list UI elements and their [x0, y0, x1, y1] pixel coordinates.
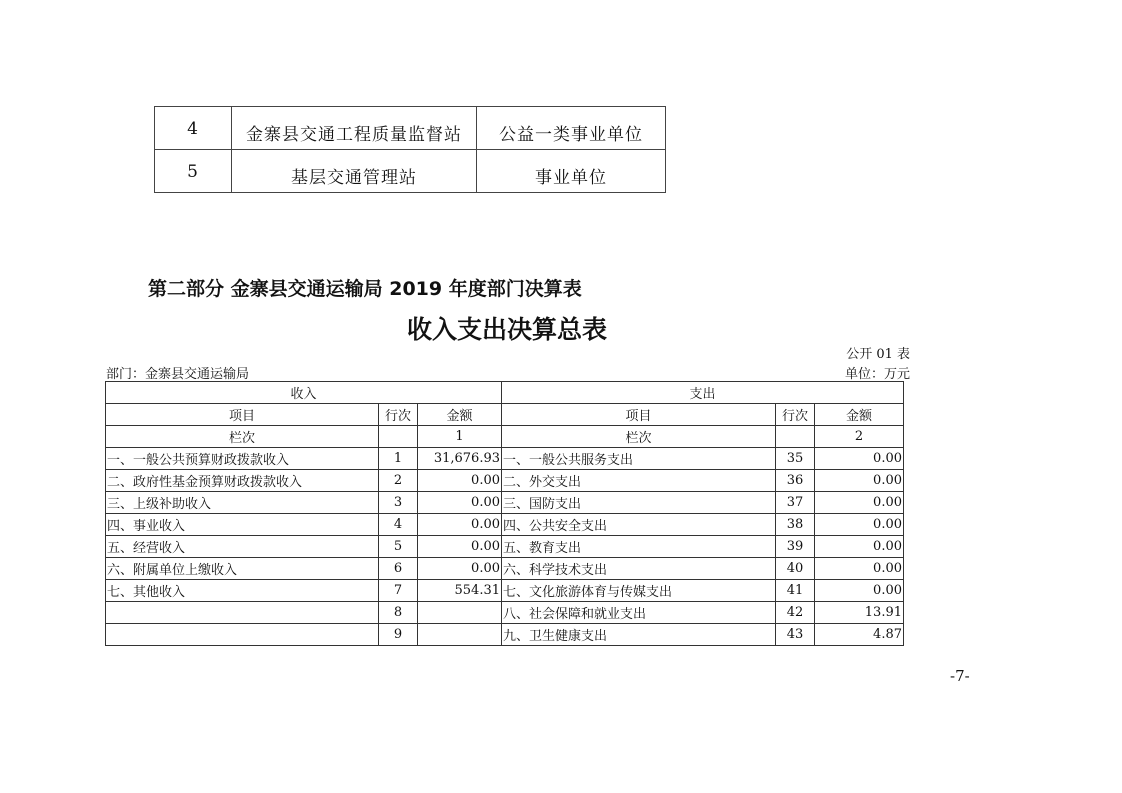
unit-no: 4 [155, 107, 232, 150]
table-header-row [106, 426, 904, 448]
section-title: 第二部分 金寨县交通运输局 2019 年度部门决算表 [148, 278, 582, 300]
unit-name: 金寨县交通工程质量监督站 [232, 107, 477, 150]
expense-amount: 0.00 [815, 580, 904, 602]
income-line: 1 [379, 448, 418, 470]
table-row [106, 580, 904, 602]
income-amount [418, 624, 502, 646]
income-line: 4 [379, 514, 418, 536]
table-row [106, 536, 904, 558]
income-item: 五、经营收入 [106, 536, 379, 558]
income-amount: 0.00 [418, 492, 502, 514]
expense-amount: 0.00 [815, 492, 904, 514]
expense-amount: 0.00 [815, 448, 904, 470]
income-item [106, 602, 379, 624]
table-row [106, 470, 904, 492]
table-row [106, 448, 904, 470]
expense-item: 一、一般公共服务支出 [502, 448, 776, 470]
table-row [106, 558, 904, 580]
income-item: 四、事业收入 [106, 514, 379, 536]
page-title: 收入支出决算总表 [406, 315, 607, 344]
unit-table [154, 106, 666, 193]
table-row [106, 624, 904, 646]
unit-no: 5 [155, 150, 232, 193]
department-label: 部门：金寨县交通运输局 [106, 367, 250, 382]
income-item [106, 624, 379, 646]
income-line: 5 [379, 536, 418, 558]
expense-line: 36 [776, 470, 815, 492]
table-row [155, 107, 666, 150]
expense-amount: 0.00 [815, 470, 904, 492]
table-header-row [106, 404, 904, 426]
income-line: 9 [379, 624, 418, 646]
expense-line: 37 [776, 492, 815, 514]
income-line: 2 [379, 470, 418, 492]
expense-line: 35 [776, 448, 815, 470]
income-amount: 0.00 [418, 470, 502, 492]
expense-item: 六、科学技术支出 [502, 558, 776, 580]
expense-item: 三、国防支出 [502, 492, 776, 514]
page-number: -7- [950, 667, 970, 685]
table-row [155, 150, 666, 193]
income-item: 二、政府性基金预算财政拨款收入 [106, 470, 379, 492]
table-header-row [106, 382, 904, 404]
expense-amount: 0.00 [815, 536, 904, 558]
expense-line: 42 [776, 602, 815, 624]
expense-amount: 4.87 [815, 624, 904, 646]
expense-line: 39 [776, 536, 815, 558]
income-amount: 0.00 [418, 536, 502, 558]
table-row [106, 514, 904, 536]
expense-line: 38 [776, 514, 815, 536]
expense-line: 40 [776, 558, 815, 580]
expense-amount: 13.91 [815, 602, 904, 624]
income-line-header: 行次 [379, 404, 418, 426]
income-header: 收入 [106, 382, 502, 404]
empty-cell [379, 426, 418, 448]
income-amount: 0.00 [418, 558, 502, 580]
expense-item: 八、社会保障和就业支出 [502, 602, 776, 624]
expense-amount-header: 金额 [815, 404, 904, 426]
expense-item: 七、文化旅游体育与传媒支出 [502, 580, 776, 602]
form-code: 公开 01 表 [846, 347, 910, 362]
table-row [106, 602, 904, 624]
unit-name: 基层交通管理站 [232, 150, 477, 193]
budget-table [105, 381, 904, 646]
income-column-number: 1 [418, 426, 502, 448]
expense-item: 四、公共安全支出 [502, 514, 776, 536]
income-line: 3 [379, 492, 418, 514]
expense-column-number: 2 [815, 426, 904, 448]
income-column-label: 栏次 [106, 426, 379, 448]
expense-item-header: 项目 [502, 404, 776, 426]
unit-type: 公益一类事业单位 [477, 107, 666, 150]
unit-type: 事业单位 [477, 150, 666, 193]
expense-line-header: 行次 [776, 404, 815, 426]
income-item: 七、其他收入 [106, 580, 379, 602]
expense-item: 九、卫生健康支出 [502, 624, 776, 646]
income-amount: 31,676.93 [418, 448, 502, 470]
expense-line: 41 [776, 580, 815, 602]
income-item: 六、附属单位上缴收入 [106, 558, 379, 580]
income-amount-header: 金额 [418, 404, 502, 426]
income-line: 7 [379, 580, 418, 602]
expense-header: 支出 [502, 382, 904, 404]
expense-amount: 0.00 [815, 558, 904, 580]
expense-column-label: 栏次 [502, 426, 776, 448]
unit-label: 单位：万元 [844, 367, 910, 382]
expense-amount: 0.00 [815, 514, 904, 536]
income-amount [418, 602, 502, 624]
expense-line: 43 [776, 624, 815, 646]
table-row [106, 492, 904, 514]
income-line: 8 [379, 602, 418, 624]
income-item: 三、上级补助收入 [106, 492, 379, 514]
income-line: 6 [379, 558, 418, 580]
expense-item: 二、外交支出 [502, 470, 776, 492]
income-item-header: 项目 [106, 404, 379, 426]
income-amount: 0.00 [418, 514, 502, 536]
empty-cell [776, 426, 815, 448]
income-item: 一、一般公共预算财政拨款收入 [106, 448, 379, 470]
expense-item: 五、教育支出 [502, 536, 776, 558]
income-amount: 554.31 [418, 580, 502, 602]
